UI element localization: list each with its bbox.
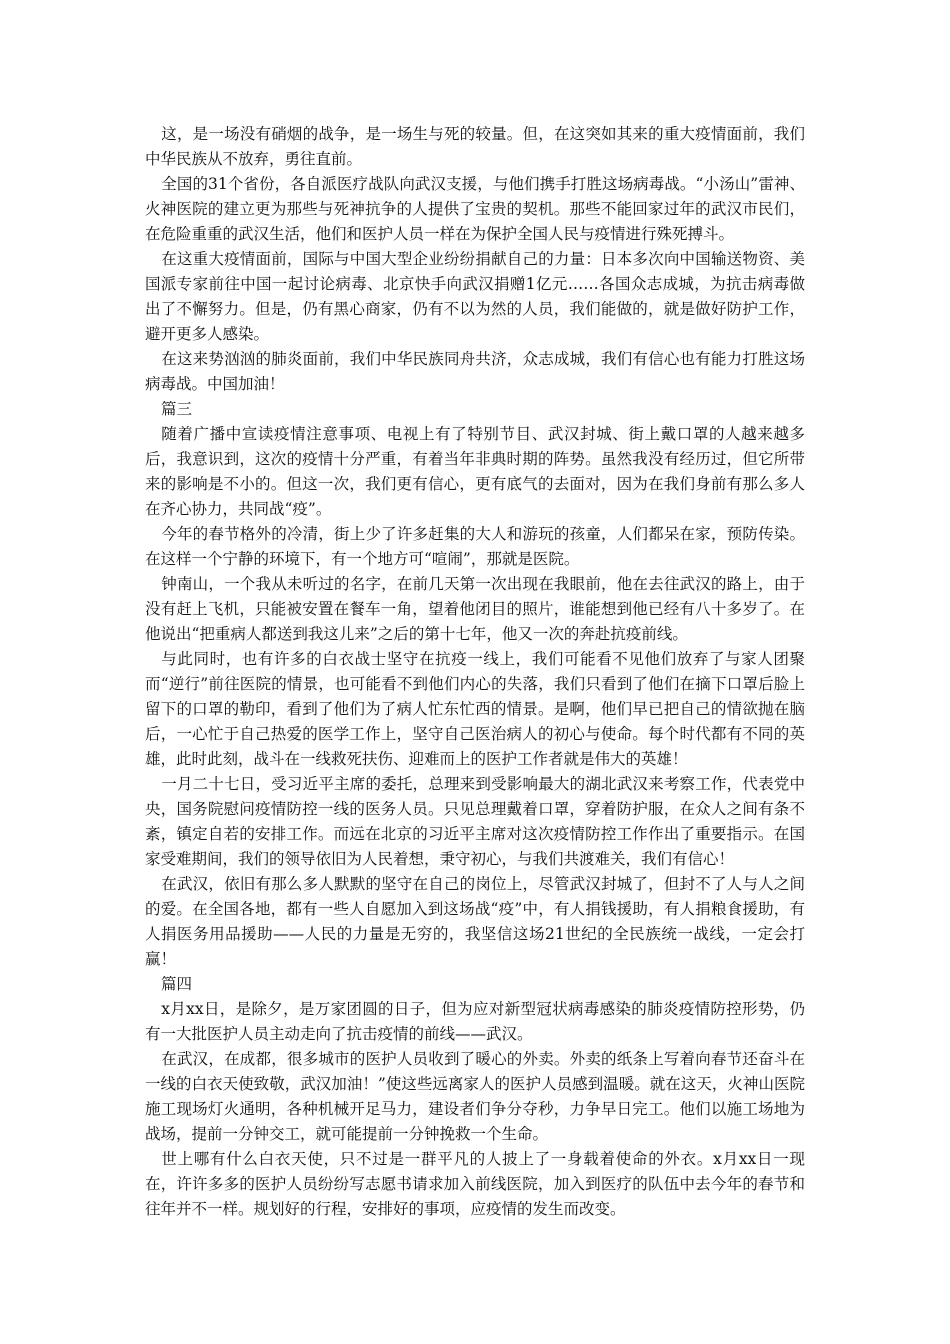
paragraph-7: 钟南山，一个我从未听过的名字，在前几天第一次出现在我眼前，他在去往武汉的路上，由于没有赶上飞机，只能被安置在餐车一角，望着他闭目的照片，谁能想到他已经有八十多岁了。在他说出“把重病人都送到我这儿来”之后的第十七年，他又一次的奔赴抗疫前线。 xyxy=(145,575,805,643)
paragraph-4: 在这来势汹汹的肺炎面前，我们中华民族同舟共济，众志成城，我们有信心也有能力打胜这场病毒战。中国加油！ xyxy=(145,350,805,393)
paragraph-3: 在这重大疫情面前，国际与中国大型企业纷纷捐献自己的力量：日本多次向中国输送物资、美国派专家前往中国一起讨论病毒、北京快手向武汉捐赠1亿元……各国众志成城，为抗击病毒做出了不懈努力。但是，仍有黑心商家，仍有不以为然的人员，我们能做的，就是做好防护工作，避开更多人感染。 xyxy=(145,250,805,343)
paragraph-1: 这，是一场没有硝烟的战争，是一场生与死的较量。但，在这突如其来的重大疫情面前，我们中华民族从不放弃，勇往直前。 xyxy=(145,125,805,168)
paragraph-5: 随着广播中宣读疫情注意事项、电视上有了特别节目、武汉封城、街上戴口罩的人越来越多后，我意识到，这次的疫情十分严重，有着当年非典时期的阵势。虽然我没有经历过，但它所带来的影响是不小的。但这一次，我们更有信心，更有底气的去面对，因为在我们身前有那么多人在齐心协力，共同战“疫”。 xyxy=(145,425,805,518)
document-body xyxy=(145,122,805,1222)
paragraph-8: 与此同时，也有许多的白衣战士坚守在抗疫一线上，我们可能看不见他们放弃了与家人团聚而“逆行”前往医院的情景，也可能看不到他们内心的失落，我们只看到了他们在摘下口罩后脸上留下的口罩的勒印，看到了他们为了病人忙东忙西的情景。是啊，他们早已把自己的情欲抛在脑后，一心忙于自己热爱的医学工作上，坚守自己医治病人的初心与使命。每个时代都有不同的英雄，此时此刻，战斗在一线救死扶伤、迎难而上的医护工作者就是伟大的英雄！ xyxy=(145,650,805,768)
paragraph-11: x月xx日，是除夕，是万家团圆的日子，但为应对新型冠状病毒感染的肺炎疫情防控形势，仍有一大批医护人员主动走向了抗击疫情的前线——武汉。 xyxy=(145,1000,805,1043)
section-heading-4: 篇四 xyxy=(161,975,193,993)
paragraph-13: 世上哪有什么白衣天使，只不过是一群平凡的人披上了一身载着使命的外衣。x月xx日一现在，许许多多的医护人员纷纷写志愿书请求加入前线医院，加入到医疗的队伍中去今年的春节和往年并不一样。规划好的行程，安排好的事项，应疫情的发生而改变。 xyxy=(145,1150,805,1218)
paragraph-10: 在武汉，依旧有那么多人默默的坚守在自己的岗位上，尽管武汉封城了，但封不了人与人之间的爱。在全国各地，都有一些人自愿加入到这场战“疫”中，有人捐钱援助，有人捐粮食援助，有人捐医务用品援助——人民的力量是无穷的，我坚信这场21世纪的全民族统一战线，一定会打赢！ xyxy=(145,875,805,968)
section-heading-3: 篇三 xyxy=(161,400,193,418)
paragraph-9: 一月二十七日，受习近平主席的委托，总理来到受影响最大的湖北武汉来考察工作，代表党中央，国务院慰问疫情防控一线的医务人员。只见总理戴着口罩，穿着防护服，在众人之间有条不紊，镇定自若的安排工作。而远在北京的习近平主席对这次疫情防控工作作出了重要指示。在国家受难期间，我们的领导依旧为人民着想，秉守初心，与我们共渡难关，我们有信心！ xyxy=(145,775,805,868)
paragraph-6: 今年的春节格外的冷清，街上少了许多赶集的大人和游玩的孩童，人们都呆在家，预防传染。在这样一个宁静的环境下，有一个地方可“喧闹”，那就是医院。 xyxy=(145,525,805,568)
paragraph-2: 全国的31个省份，各自派医疗战队向武汉支援，与他们携手打胜这场病毒战。“小汤山”雷神、火神医院的建立更为那些与死神抗争的人提供了宝贵的契机。那些不能回家过年的武汉市民们，在危险重重的武汉生活，他们和医护人员一样在为保护全国人民与疫情进行殊死搏斗。 xyxy=(145,175,805,243)
paragraph-12: 在武汉，在成都，很多城市的医护人员收到了暖心的外卖。外卖的纸条上写着向春节还奋斗在一线的白衣天使致敬，武汉加油！”使这些远离家人的医护人员感到温暖。就在这天，火神山医院施工现场灯火通明，各种机械开足马力，建设者们争分夺秒，力争早日完工。他们以施工场地为战场，提前一分钟交工，就可能提前一分钟挽救一个生命。 xyxy=(145,1050,805,1143)
